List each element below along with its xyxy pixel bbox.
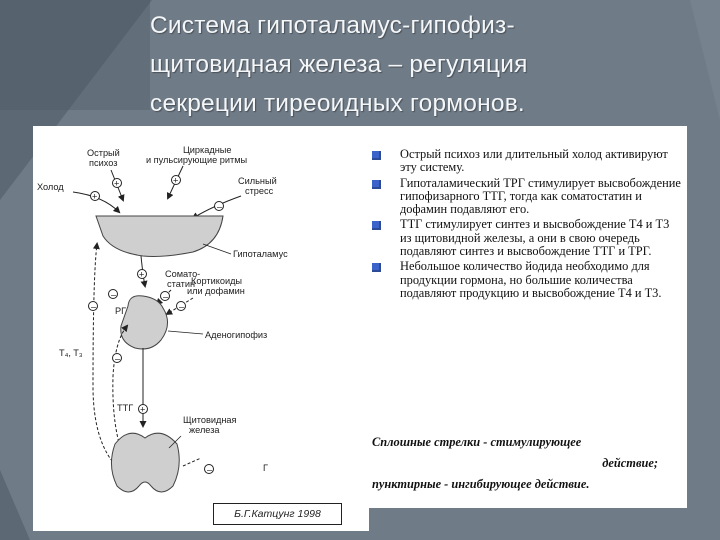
bullet-list xyxy=(369,148,683,302)
bullet-item: Гипоталамический ТРГ стимулирует высвобождение гипофизарного ТТГ, тогда как соматостатин и дофамин подавляют его. xyxy=(369,177,683,217)
legend-line: действие; xyxy=(602,456,658,470)
svg-text:–: – xyxy=(115,353,121,364)
label-trh: РГ xyxy=(115,306,127,316)
bullet-square-icon xyxy=(372,263,381,272)
bullet-square-icon xyxy=(372,221,381,230)
svg-text:–: – xyxy=(163,291,169,302)
label-somatostatin: статин xyxy=(167,279,196,289)
label-acute-psychosis: психоз xyxy=(89,158,118,168)
title-line: щитовидная железа – регуляция xyxy=(150,51,528,78)
regulation-diagram xyxy=(33,126,369,531)
label-adenohypophysis: Аденогипофиз xyxy=(205,330,268,340)
label-circadian: и пульсирующие ритмы xyxy=(146,155,248,165)
label-t4t3: T₄, T₃ xyxy=(59,348,83,358)
title-line: Система гипоталамус-гипофиз- xyxy=(150,12,515,39)
bullet-item: Острый психоз или длительный холод активируют эту систему. xyxy=(369,148,683,175)
legend-line: пунктирные - ингибирующее действие. xyxy=(372,477,590,491)
svg-text:–: – xyxy=(111,289,117,300)
adenohypophysis-shape xyxy=(121,296,168,349)
slide-title xyxy=(150,6,710,123)
label-out: Г xyxy=(263,463,268,473)
svg-text:–: – xyxy=(91,301,97,312)
bullet-square-icon xyxy=(372,151,381,160)
label-cold: Холод xyxy=(37,182,64,192)
svg-text:+: + xyxy=(92,191,98,202)
label-strong-stress: стресс xyxy=(245,186,274,196)
svg-text:–: – xyxy=(179,301,185,312)
source-credit: Б.Г.Катцунг 1998 xyxy=(213,503,342,525)
svg-text:+: + xyxy=(114,178,120,189)
bullet-square-icon xyxy=(372,180,381,189)
legend-line: Сплошные стрелки - стимулирующее xyxy=(372,435,582,449)
label-hypothalamus: Гипоталамус xyxy=(233,249,288,259)
svg-text:–: – xyxy=(217,201,223,212)
thyroid-gland-shape xyxy=(111,433,179,492)
svg-text:–: – xyxy=(207,464,213,475)
arrow-legend xyxy=(372,432,684,495)
bullet-item: Небольшое количество йодида необходимо для продукции гормона, но большие количества подавляют продукцию и высвобождение Т4 и Т3. xyxy=(369,260,683,300)
svg-text:+: + xyxy=(173,175,179,186)
label-corticoids: или дофамин xyxy=(187,286,245,296)
title-line: секреции тиреоидных гормонов. xyxy=(150,90,525,117)
bullet-item: ТТГ стимулирует синтез и высвобождение Т4 и Т3 из щитовидной железы, а они в свою очередь подавляют синтез и высвобождение ТТГ и ТРГ. xyxy=(369,218,683,258)
hypothalamus-shape xyxy=(96,216,223,257)
label-circadian: Циркадные xyxy=(183,145,232,155)
label-thyroid: Щитовидная xyxy=(183,415,237,425)
label-strong-stress: Сильный xyxy=(238,176,277,186)
label-tsh: ТТГ xyxy=(117,403,134,413)
label-somatostatin: Сомато- xyxy=(165,269,201,279)
label-corticoids: Кортикоиды xyxy=(191,276,243,286)
svg-text:+: + xyxy=(139,269,145,280)
text-panel xyxy=(369,126,687,508)
label-thyroid: железа xyxy=(189,425,220,435)
label-acute-psychosis: Острый xyxy=(87,148,120,158)
svg-text:+: + xyxy=(140,404,146,415)
